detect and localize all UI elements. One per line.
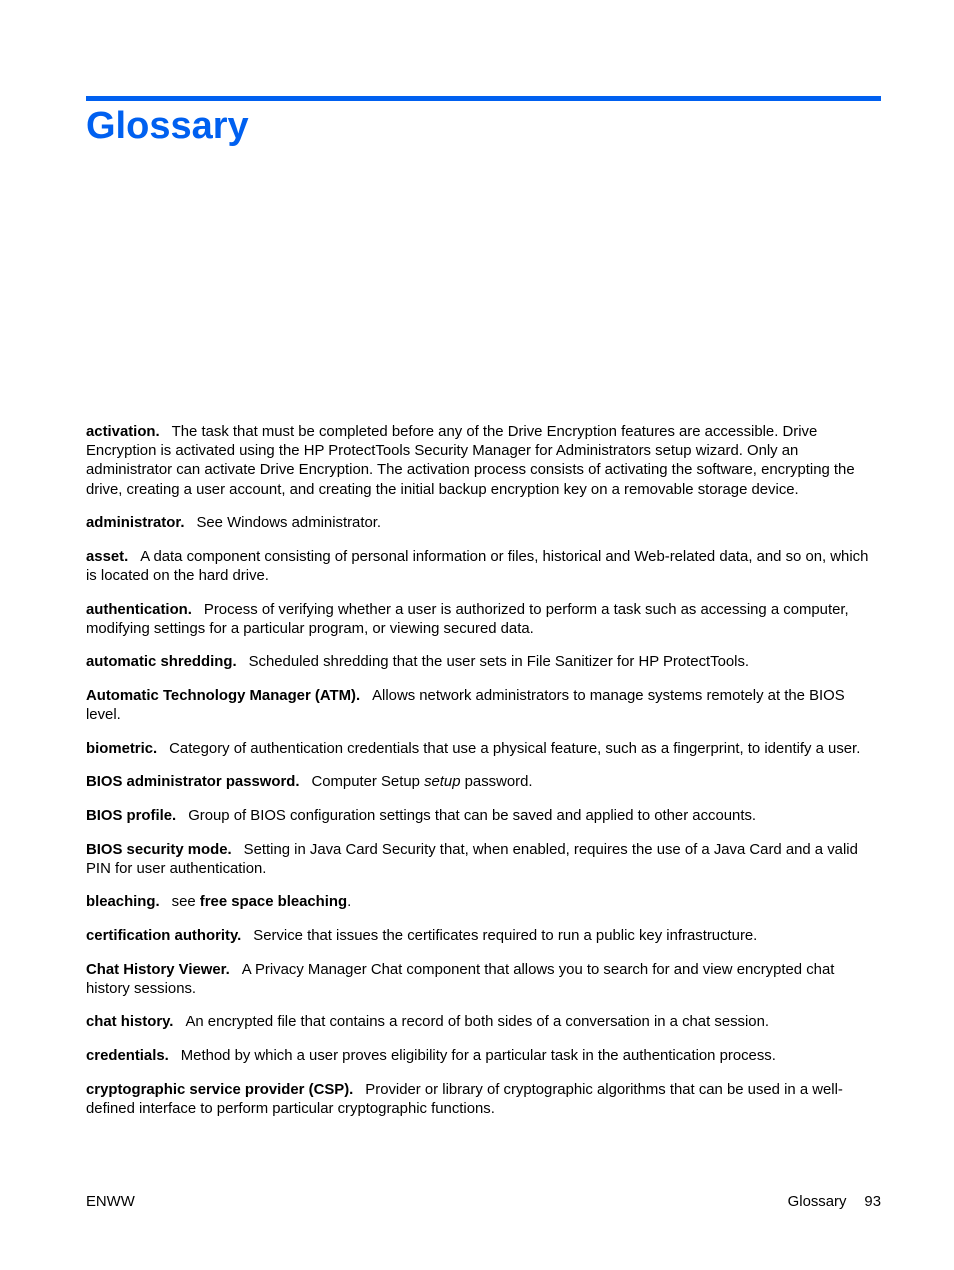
- glossary-entry: [86, 601, 882, 639]
- glossary-entry: [86, 807, 882, 826]
- glossary-term: credentials.: [86, 1047, 169, 1064]
- definition-text: Group of BIOS configuration settings that can be saved and applied to other accounts.: [188, 807, 757, 824]
- glossary-entry: [86, 514, 882, 533]
- definition-text: The task that must be completed before any of the Drive Encryption features are accessible. Drive Encryption is activated using the HP ProtectTools Security Manager for Administrators setup wizard. Only an administrator can activate Drive Encryption. The activation process consists of activating the software, encrypting the drive, creating a user account, and creating the initial backup encryption key on a removable storage device.: [86, 424, 855, 498]
- footer-left-label: ENWW: [86, 1194, 135, 1210]
- glossary-term: BIOS profile.: [86, 807, 177, 824]
- glossary-term: cryptographic service provider (CSP).: [86, 1081, 354, 1098]
- glossary-term: Automatic Technology Manager (ATM).: [86, 687, 361, 704]
- footer-right: [788, 1193, 881, 1212]
- definition-text: See Windows administrator.: [196, 515, 382, 532]
- glossary-definition: [196, 515, 381, 531]
- glossary-definition: [249, 654, 749, 670]
- glossary-definition: [185, 1014, 769, 1030]
- glossary-term: chat history.: [86, 1014, 174, 1031]
- definition-text: Computer Setup: [311, 774, 425, 791]
- definition-text: password.: [460, 774, 533, 791]
- definition-text: A data component consisting of personal information or files, historical and Web-related data, and so on, which is located on the hard drive.: [86, 548, 869, 584]
- glossary-term: activation.: [86, 424, 160, 440]
- glossary-term: certification authority.: [86, 927, 242, 944]
- footer-section-label: Glossary: [787, 1194, 847, 1210]
- definition-text: Provider or library of cryptographic algorithms that can be used in a well-defined interface to perform particular cryptographic functions.: [86, 1081, 843, 1117]
- glossary-entry: [86, 961, 882, 999]
- glossary-term: administrator.: [86, 515, 185, 532]
- glossary-definition: [86, 549, 868, 584]
- glossary-term: biometric.: [86, 740, 158, 757]
- definition-text: A Privacy Manager Chat component that allows you to search for and view encrypted chat history sessions.: [86, 961, 835, 997]
- cross-reference-term: free space bleaching: [199, 894, 348, 911]
- glossary-term: bleaching.: [86, 894, 160, 911]
- definition-text: Service that issues the certificates required to run a public key infrastructure.: [253, 927, 758, 944]
- glossary-definition: [169, 741, 860, 757]
- glossary-entry: [86, 423, 882, 500]
- page-number: 93: [864, 1194, 881, 1210]
- glossary-term: BIOS security mode.: [86, 841, 232, 858]
- page-title: Glossary: [86, 105, 249, 147]
- glossary-entry: [86, 740, 882, 759]
- glossary-entry: [86, 687, 882, 725]
- definition-text: An encrypted file that contains a record of both sides of a conversation in a chat session.: [185, 1014, 769, 1031]
- glossary-definition: [86, 602, 849, 637]
- glossary-term: BIOS administrator password.: [86, 774, 300, 791]
- header-rule: [86, 96, 881, 101]
- glossary-entry: [86, 1047, 882, 1066]
- definition-text: Category of authentication credentials that use a physical feature, such as a fingerprint, to identify a user.: [169, 740, 861, 757]
- definition-text: .: [347, 894, 352, 911]
- glossary-entries: [86, 423, 882, 1133]
- emphasized-text: setup: [424, 774, 461, 791]
- glossary-definition: [181, 1048, 776, 1064]
- glossary-entry: [86, 773, 882, 792]
- definition-text: Process of verifying whether a user is authorized to perform a task such as accessing a computer, modifying settings for a particular program, or viewing secured data.: [86, 601, 849, 637]
- glossary-entry: [86, 548, 882, 586]
- definition-text: Scheduled shredding that the user sets in File Sanitizer for HP ProtectTools.: [248, 654, 750, 671]
- glossary-definition: [172, 894, 352, 910]
- glossary-entry: [86, 893, 882, 912]
- definition-text: Method by which a user proves eligibility for a particular task in the authentication process.: [180, 1047, 776, 1064]
- definition-text: see: [171, 894, 200, 911]
- glossary-definition: [253, 928, 757, 944]
- glossary-entry: [86, 1081, 882, 1119]
- definition-text: Setting in Java Card Security that, when enabled, requires the use of a Java Card and a valid PIN for user authentication.: [86, 841, 858, 877]
- glossary-definition: [86, 424, 855, 498]
- glossary-term: asset.: [86, 548, 129, 565]
- glossary-term: authentication.: [86, 601, 192, 618]
- glossary-definition: [311, 774, 532, 790]
- glossary-term: Chat History Viewer.: [86, 961, 230, 978]
- glossary-entry: [86, 1013, 882, 1032]
- glossary-term: automatic shredding.: [86, 654, 237, 671]
- glossary-entry: [86, 841, 882, 879]
- glossary-definition: [188, 808, 756, 824]
- glossary-entry: [86, 653, 882, 672]
- glossary-entry: [86, 927, 882, 946]
- definition-text: Allows network administrators to manage systems remotely at the BIOS level.: [86, 687, 845, 724]
